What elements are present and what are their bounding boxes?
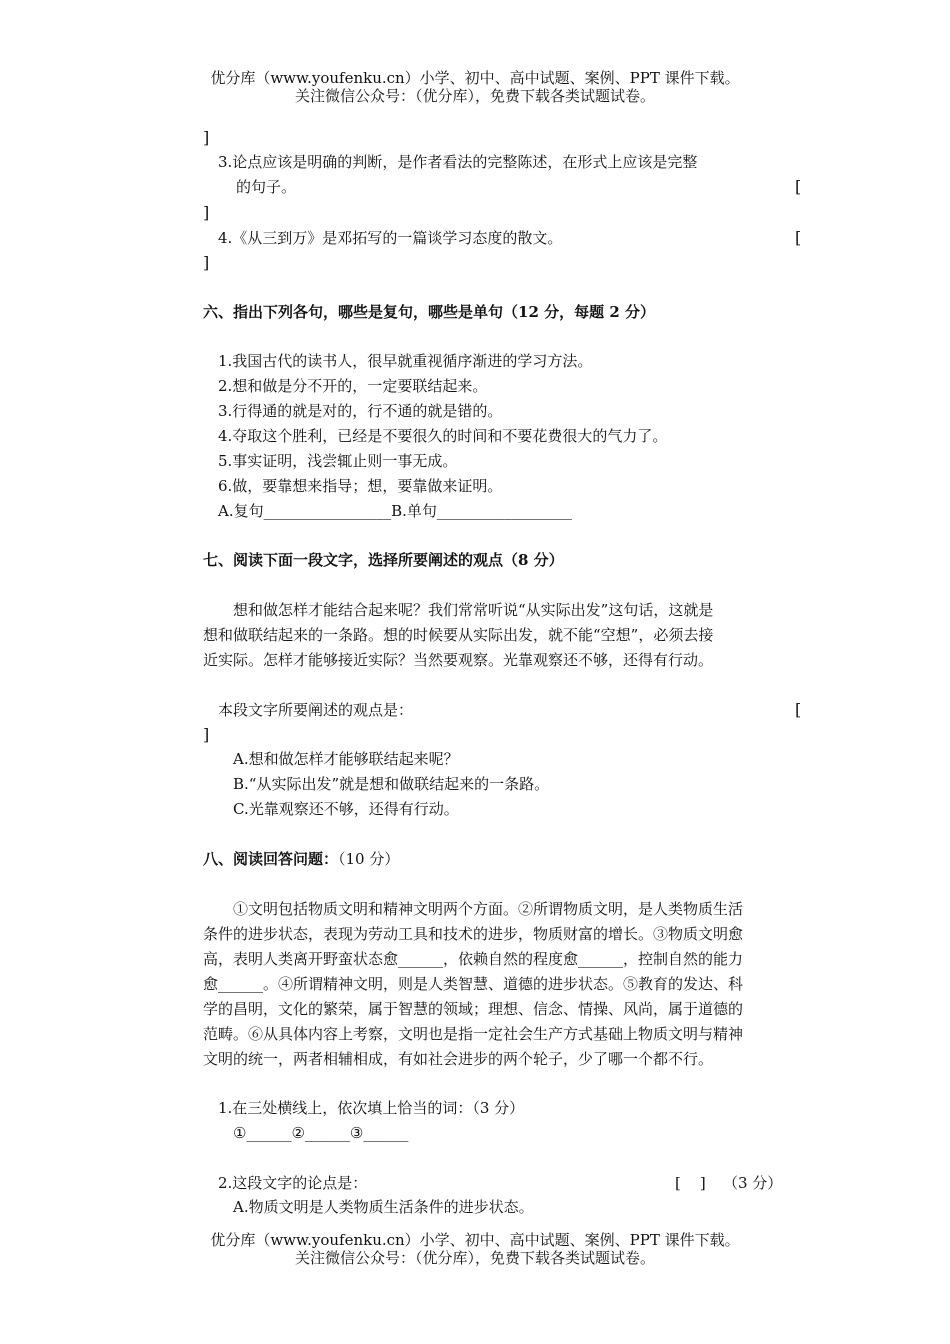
section-8-paragraph-line: 范畴。⑥从具体内容上考察，文明也是指一定社会生产方式基础上物质文明与精神	[203, 1025, 744, 1043]
section-7-option-b: B.“从实际出发”就是想和做联结起来的一条路。	[233, 775, 550, 793]
section-7-option-a: A.想和做怎样才能够联结起来呢？	[233, 750, 459, 768]
section-8-paragraph-line: 高，表明人类离开野蛮状态愈______，依赖自然的程度愈______，控制自然的能力	[203, 950, 744, 968]
section-8-title	[203, 849, 399, 869]
question-5-4: 4.《从三到万》是邓拓写的一篇谈学习态度的散文。	[218, 229, 563, 247]
section-8-question-2-option-a: A.物质文明是人类物质生活条件的进步状态。	[233, 1198, 534, 1216]
question-5-3-line-1: 3.论点应该是明确的判断，是作者看法的完整陈述，在形式上应该是完整	[218, 153, 698, 171]
answer-bracket-open: [	[795, 177, 802, 196]
section-8-question-2: 2.这段文字的论点是：	[218, 1174, 368, 1192]
footer-line-2: 关注微信公众号：（优分库），免费下载各类试题试卷。	[294, 1249, 655, 1267]
answer-bracket-open: [	[795, 700, 802, 719]
section-6-item: 5.事实证明，浅尝辄止则一事无成。	[218, 452, 458, 470]
section-6-item: 3.行得通的就是对的，行不通的就是错的。	[218, 402, 503, 420]
section-7-paragraph-line: 想和做怎样才能结合起来呢？我们常常听说“从实际出发”这句话，这就是	[233, 601, 714, 619]
section-6-item: 2.想和做是分不开的，一定要联结起来。	[218, 377, 488, 395]
section-8-question-2-score: （3 分）	[723, 1174, 783, 1192]
answer-bracket-close: ]	[203, 128, 210, 147]
section-8-paragraph-line: 文明的统一，两者相辅相成，有如社会进步的两个轮子，少了哪一个都不行。	[203, 1050, 714, 1068]
section-7-question: 本段文字所要阐述的观点是：	[218, 701, 414, 719]
section-7-option-c: C.光靠观察还不够，还得有行动。	[233, 800, 459, 818]
section-8-paragraph-line: 条件的进步状态，表现为劳动工具和技术的进步，物质财富的增长。③物质文明愈	[203, 925, 744, 943]
section-8-paragraph-line: ①文明包括物质文明和精神文明两个方面。②所谓物质文明，是人类物质生活	[233, 900, 744, 918]
section-8-paragraph-line: 学的昌明，文化的繁荣，属于智慧的领域；理想、信念、情操、风尚，属于道德的	[203, 1000, 744, 1018]
header-line-1: 优分库（www.youfenku.cn）小学、初中、高中试题、案例、PPT 课件下载。	[210, 69, 740, 87]
section-6-item: 4.夺取这个胜利，已经是不要很久的时间和不要花费很大的气力了。	[218, 427, 668, 445]
answer-bracket-close: ]	[203, 203, 210, 222]
section-8-question-1-blanks: ①______②______③______	[233, 1124, 409, 1142]
section-8-paragraph-line: 愈______。④所谓精神文明，则是人类智慧、道德的进步状态。⑤教育的发达、科	[203, 975, 744, 993]
answer-bracket-close: ]	[203, 253, 210, 272]
answer-bracket-close: ]	[203, 725, 210, 744]
section-8-question-1: 1.在三处横线上，依次填上恰当的词：（3 分）	[218, 1099, 525, 1117]
section-6-answer-line: A.复句_________________B.单句__________________	[218, 502, 572, 520]
section-6-item: 1.我国古代的读书人，很早就重视循序渐进的学习方法。	[218, 352, 593, 370]
section-8-title-text: 八、阅读回答问题：	[203, 850, 339, 868]
header-line-2: 关注微信公众号：（优分库），免费下载各类试题试卷。	[294, 87, 655, 105]
answer-bracket-pair: [ ]	[675, 1174, 706, 1192]
section-6-item: 6.做，要靠想来指导；想，要靠做来证明。	[218, 477, 503, 495]
section-7-title: 七、阅读下面一段文字，选择所要阐述的观点（8 分）	[203, 551, 564, 569]
answer-bracket-open: [	[795, 228, 802, 247]
question-5-3-line-2: 的句子。	[236, 178, 297, 196]
section-7-paragraph-line: 想和做联结起来的一条路。想的时候要从实际出发，就不能“空想”，必须去接	[203, 626, 714, 644]
section-7-paragraph-line: 近实际。怎样才能够接近实际？当然要观察。光靠观察还不够，还得有行动。	[203, 651, 714, 669]
section-8-title-score: （10 分）	[338, 850, 400, 868]
section-6-title: 六、指出下列各句，哪些是复句，哪些是单句（12 分，每题 2 分）	[203, 303, 655, 321]
footer-line-1: 优分库（www.youfenku.cn）小学、初中、高中试题、案例、PPT 课件下载。	[210, 1231, 740, 1249]
